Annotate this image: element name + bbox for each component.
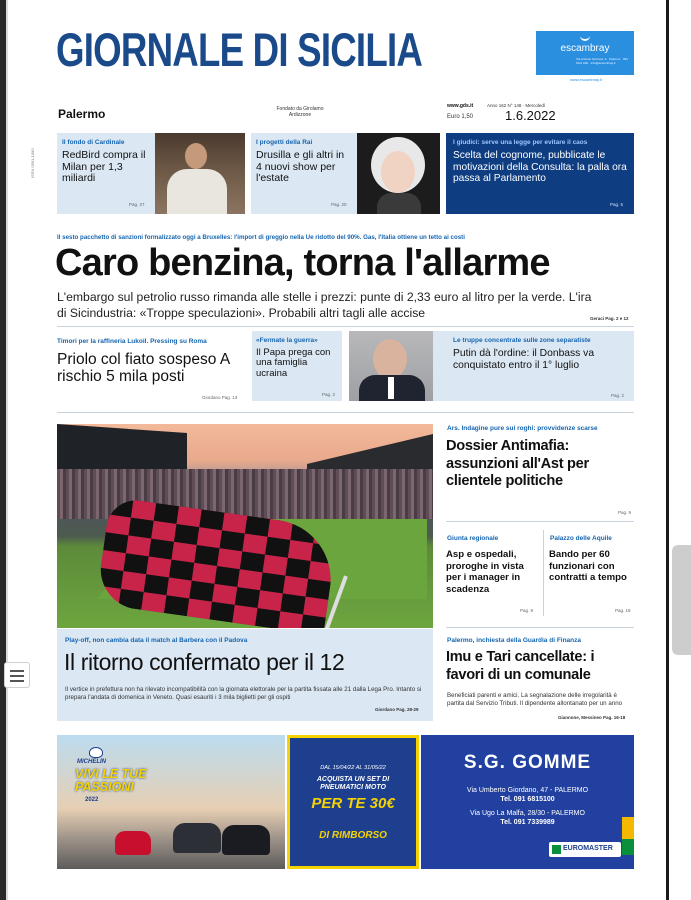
teaser-kicker: I giudici: serve una legge per evitare il caos <box>453 139 588 146</box>
lead-headline: Caro benzina, torna l'allarme <box>55 242 550 284</box>
teaser-rai[interactable] <box>251 133 357 214</box>
teaser-page: Pag. 5 <box>610 202 624 207</box>
papa-story[interactable] <box>252 331 342 401</box>
motorbike-icon <box>173 823 221 853</box>
teaser-kicker: Il fondo di Cardinale <box>62 139 125 146</box>
teaser-headline: Scelta del cognome, pubblicate le motivazioni della Consulta: la palla ora passa al Parlamento <box>453 150 627 185</box>
page-right-edge <box>666 0 669 900</box>
promo-ad[interactable] <box>287 735 419 869</box>
founded-note: Fondato da Girolamo Ardizzone <box>276 106 324 119</box>
bando-story[interactable] <box>549 527 635 619</box>
story-headline: Asp e ospedali, proroghe in vista per i manager in scadenza <box>446 549 524 595</box>
michelin-year: 2022 <box>85 797 99 803</box>
escambray-fine-print: Via Antonio Gramsci, 6 · Palermo · 091 6111 000 · info@escambray.it <box>576 58 628 65</box>
edition-info: Anno 162 N° 148 · Mercoledì <box>487 103 546 108</box>
story-kicker: Ars. Indagine pure sui roghi: provvidenze scarse <box>447 425 598 432</box>
story-page: Pag. 9 <box>520 608 534 613</box>
escambray-logo-icon <box>580 34 590 41</box>
side-vertical-text: ISSN 0391-1990 <box>30 148 35 178</box>
scroll-handle[interactable] <box>672 545 691 655</box>
euromaster-badge <box>549 842 621 857</box>
escambray-brand: escambray <box>560 43 610 54</box>
michelin-slogan: VIVI LE TUE PASSIONI <box>75 767 147 795</box>
imu-story[interactable] <box>446 632 634 724</box>
teaser-headline: RedBird compra il Milan per 1,3 miliardi <box>62 149 146 185</box>
shop-address-1: Via Umberto Giordano, 47 - PALERMO <box>466 787 589 794</box>
story-kicker: Giunta regionale <box>447 535 499 542</box>
story-headline: Bando per 60 funzionari con contratti a tempo <box>549 549 627 583</box>
teaser-page: Pag. 27 <box>129 202 145 207</box>
michelin-brand: MICHELIN <box>77 759 106 765</box>
promo-amount: PER TE 30€ <box>311 795 395 812</box>
photo-cardinale <box>155 133 245 214</box>
priolo-story[interactable] <box>57 331 249 401</box>
shop-phone-1: Tel. 091 6815100 <box>500 796 555 803</box>
teaser-kicker: I progetti della Rai <box>256 139 313 146</box>
escambray-url[interactable]: www.escambray.it <box>570 77 602 82</box>
promo-offer: ACQUISTA UN SET DI PNEUMATICI MOTO <box>316 776 390 792</box>
divider <box>57 326 634 327</box>
story-kicker: Le truppe concentrate sulle zone separatiste <box>453 337 591 344</box>
story-headline: Priolo col fiato sospeso A rischio 5 mila posti <box>57 351 230 386</box>
teaser-headline: Drusilla e gli altri in 4 nuovi show per l'estate <box>256 149 345 185</box>
story-credit: Giannone, Messineo Pag. 16-18 <box>558 715 626 720</box>
photo-drusilla <box>357 133 440 214</box>
putin-story[interactable] <box>433 331 634 401</box>
story-kicker: Palermo, inchiesta della Guardia di Finanza <box>447 637 582 644</box>
lead-deck: L'embargo sul petrolio russo rimanda alle stelle i prezzi: punte di 2,33 euro al litro per la verde. L'ira di Sicindustria: «Troppe speculazioni». Probabili altri tagli alle accise <box>57 290 592 320</box>
euromaster-logo-icon <box>552 845 561 854</box>
michelin-ad[interactable] <box>57 735 285 869</box>
sport-kicker: Play-off, non cambia data il match al Barbera con il Padova <box>65 637 248 644</box>
divider <box>446 627 634 628</box>
divider <box>446 521 634 522</box>
corner-accent <box>622 817 634 839</box>
sport-credit: Giordano Pag. 28-29 <box>375 707 419 712</box>
divider <box>57 412 634 413</box>
shop-address-2: Via Ugo La Malfa, 28/30 - PALERMO <box>470 810 585 817</box>
story-headline: Putin dà l'ordine: il Donbass va conquistato entro il 1° luglio <box>453 348 595 372</box>
promo-refund: DI RIMBORSO <box>319 830 387 841</box>
story-kicker: Timori per la raffineria Lukoil. Pressing su Roma <box>57 338 207 345</box>
story-headline: Il Papa prega con una famiglia ucraina <box>256 347 331 379</box>
motorbike-icon <box>115 831 151 855</box>
story-page: Pag. 18 <box>615 608 631 613</box>
shop-name: S.G. GOMME <box>463 752 592 773</box>
sport-headline: Il ritorno confermato per il 12 <box>64 649 345 675</box>
sport-body: Il vertice in prefettura non ha rilevato incompatibilità con la giornata elettorale per la partita fissata alle 21 dalla Lega Pro. Intanto si prepara l'andata di domenica in Veneto. Quasi esauriti i 3 mila biglietti per gli ospiti <box>65 686 422 702</box>
story-page: Pag. 9 <box>618 510 632 515</box>
asp-story[interactable] <box>446 527 540 619</box>
masthead-title: GIORNALE DI SICILIA <box>56 23 423 76</box>
story-headline: Imu e Tari cancellate: i favori di un comunale <box>446 649 595 683</box>
story-kicker: «Fermate la guerra» <box>256 337 318 344</box>
corner-accent <box>622 839 634 855</box>
teaser-page: Pag. 20 <box>331 202 347 207</box>
lead-credit: Geraci Pag. 2 e 12 <box>590 316 629 321</box>
michelin-logo-icon <box>89 747 103 758</box>
city-label: Palermo <box>58 107 106 121</box>
story-headline: Dossier Antimafia: assunzioni all'Ast per clientele politiche <box>446 438 589 489</box>
story-kicker: Palazzo delle Aquile <box>550 535 612 542</box>
teaser-milan[interactable] <box>57 133 155 214</box>
site-url: www.gds.it <box>447 103 474 109</box>
issue-date: 1.6.2022 <box>505 108 556 123</box>
photo-putin <box>349 331 433 401</box>
lead-kicker: Il sesto pacchetto di sanzioni formalizzato oggi a Bruxelles: l'import di greggio nella Ue ridotto del 90%. Gas, l'Italia ottiene un tetto ai costi <box>57 234 465 241</box>
story-credit: Giordano Pag. 13 <box>202 395 238 400</box>
story-body: Beneficiati parenti e amici. La segnalazione delle irregolarità è partita dal Servizio Tributi. Il dipendente allontanato per un anno <box>447 692 623 708</box>
antimafia-story[interactable] <box>446 420 634 520</box>
story-page: Pag. 2 <box>322 392 336 397</box>
column-divider <box>543 530 544 616</box>
price: Euro 1,50 <box>447 114 474 120</box>
menu-button[interactable] <box>4 662 30 688</box>
story-page: Pag. 2 <box>611 393 625 398</box>
teaser-cognome[interactable] <box>446 133 634 214</box>
photo-stadium <box>57 424 433 628</box>
escambray-ad[interactable] <box>536 31 634 75</box>
hamburger-icon <box>10 670 24 672</box>
promo-dates: DAL 15/04/22 AL 31/05/22 <box>320 765 386 771</box>
euromaster-label: EUROMASTER <box>563 845 613 852</box>
page-left-edge-light <box>6 0 8 900</box>
sggomme-ad[interactable] <box>421 735 634 869</box>
shop-phone-2: Tel. 091 7339989 <box>500 819 555 826</box>
sport-story[interactable] <box>57 629 433 721</box>
motorbike-icon <box>222 825 270 855</box>
